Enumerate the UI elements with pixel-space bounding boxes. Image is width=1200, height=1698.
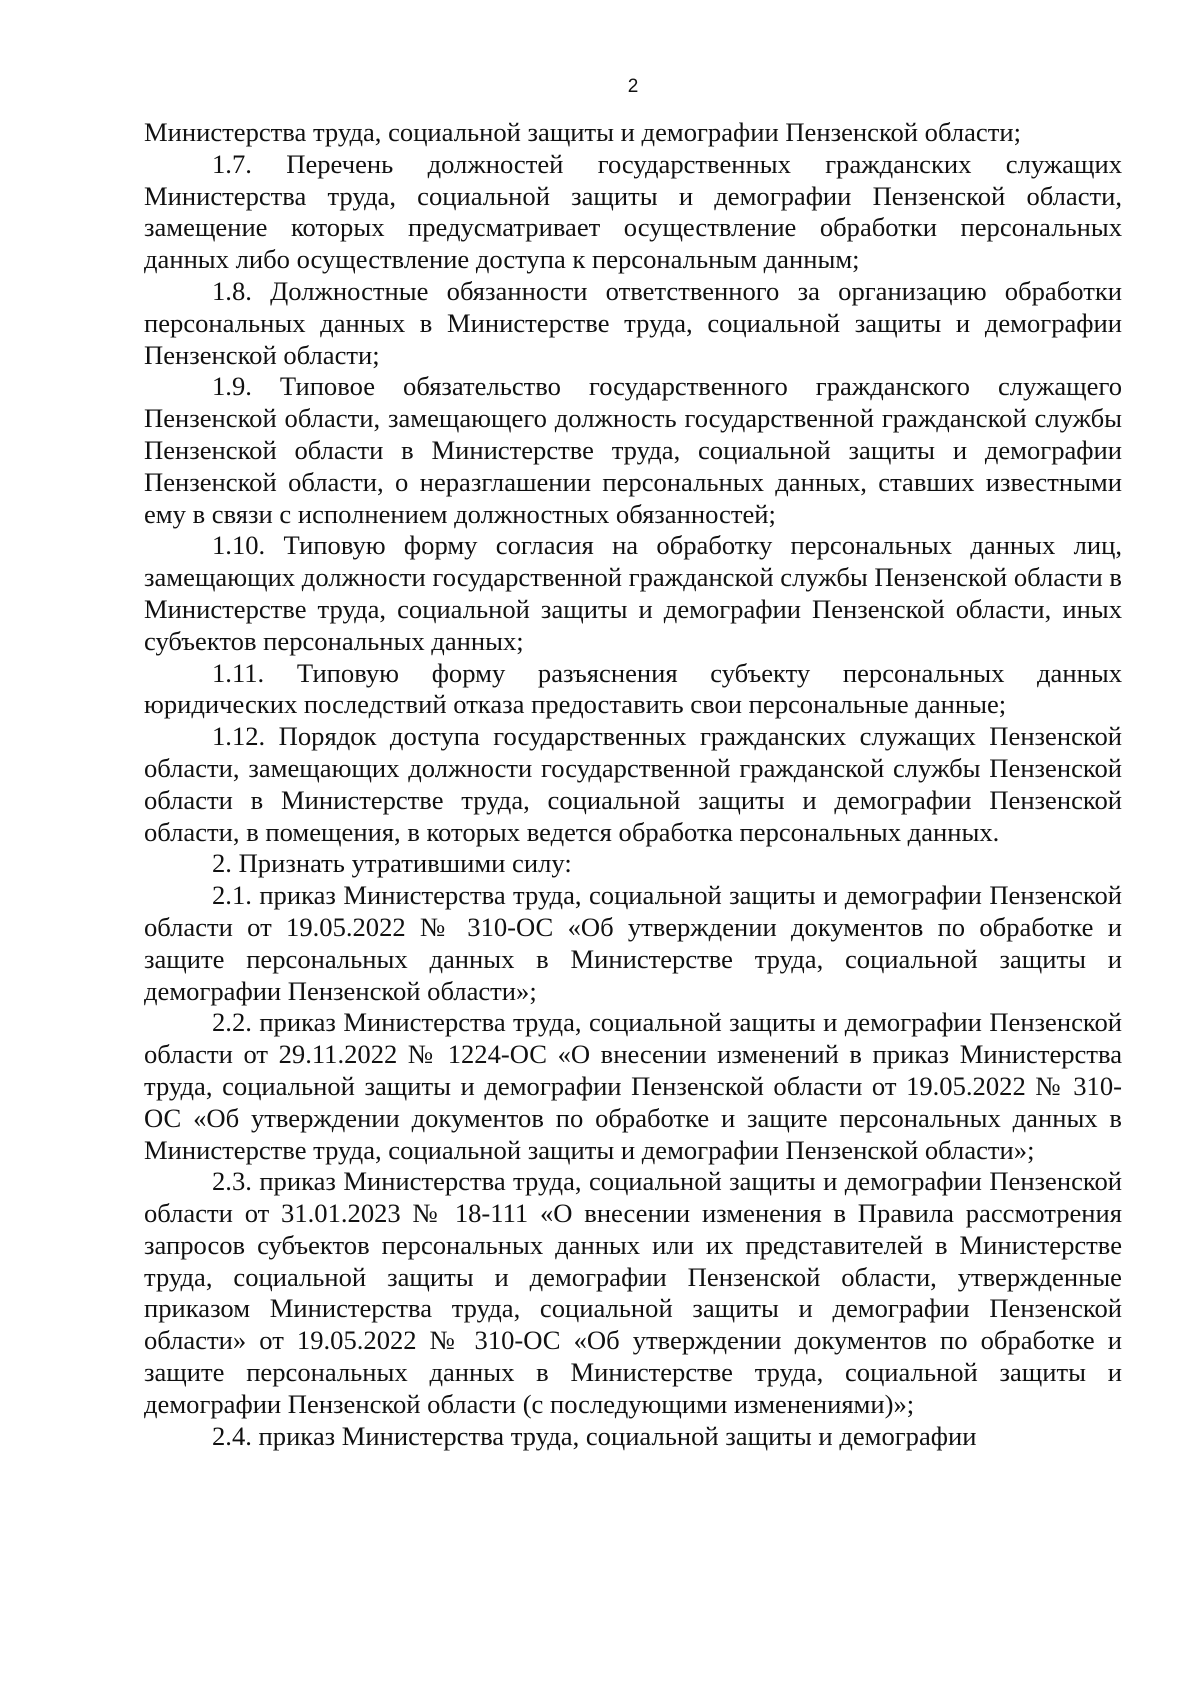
paragraph-2: 2. Признать утратившими силу: xyxy=(212,848,572,879)
paragraph-1-9: 1.9. Типовое обязательство государственного гражданского служащего Пензенской области, замещающего должность государственной гражданской службы Пензенской области в Министерстве труда, социальной защиты и демографии Пензенской области, о неразглашении персональных данных, ставших известными ему в связи с исполнением должностных обязанностей; xyxy=(144,371,1122,529)
paragraph-2-3: 2.3. приказ Министерства труда, социальной защиты и демографии Пензенской области от 31.01.2023 № 18-111 «О внесении изменения в Правила рассмотрения запросов субъектов персональных данных или их представителей в Министерстве труда, социальной защиты и демографии Пензенской области, утвержденные приказом Министерства труда, социальной защиты и демографии Пензенской области» от 19.05.2022 № 310-ОС «Об утверждении документов по обработке и защите персональных данных в Министерстве труда, социальной защиты и демографии Пензенской области (с последующими изменениями)»; xyxy=(144,1166,1122,1419)
paragraph-continuation: Министерства труда, социальной защиты и демографии Пензенской области; xyxy=(144,117,1021,147)
paragraph-1-8: 1.8. Должностные обязанности ответственного за организацию обработки персональных данных в Министерстве труда, социальной защиты и демографии Пензенской области; xyxy=(144,275,1122,370)
paragraph-1-12: 1.12. Порядок доступа государственных гражданских служащих Пензенской области, замещающих должности государственной гражданской службы Пензенской области в Министерстве труда, социальной защиты и демографии Пензенской области, в помещения, в которых ведется обработка персональных данных. xyxy=(144,721,1122,847)
paragraph-2-4: 2.4. приказ Министерства труда, социальной защиты и демографии xyxy=(212,1420,977,1451)
page-number: 2 xyxy=(627,76,639,97)
paragraph-2-2: 2.2. приказ Министерства труда, социальной защиты и демографии Пензенской области от 29.11.2022 № 1224-ОС «О внесении изменений в приказ Министерства труда, социальной защиты и демографии Пензенской области от 19.05.2022 № 310-ОС «Об утверждении документов по обработке и защите персональных данных в Министерстве труда, социальной защиты и демографии Пензенской области»; xyxy=(144,1007,1122,1165)
paragraph-1-11: 1.11. Типовую форму разъяснения субъекту персональных данных юридических последствий отказа предоставить свои персональные данные; xyxy=(144,657,1122,720)
document-body xyxy=(144,117,1122,1452)
paragraph-1-7: 1.7. Перечень должностей государственных гражданских служащих Министерства труда, социальной защиты и демографии Пензенской области, замещение которых предусматривает осуществление обработки персональных данных либо осуществление доступа к персональным данным; xyxy=(144,148,1122,275)
paragraph-2-1: 2.1. приказ Министерства труда, социальной защиты и демографии Пензенской области от 19.05.2022 № 310-ОС «Об утверждении документов по обработке и защите персональных данных в Министерстве труда, социальной защиты и демографии Пензенской области»; xyxy=(144,880,1122,1006)
paragraph-1-10: 1.10. Типовую форму согласия на обработку персональных данных лиц, замещающих должности государственной гражданской службы Пензенской области в Министерстве труда, социальной защиты и демографии Пензенской области, иных субъектов персональных данных; xyxy=(144,530,1122,656)
